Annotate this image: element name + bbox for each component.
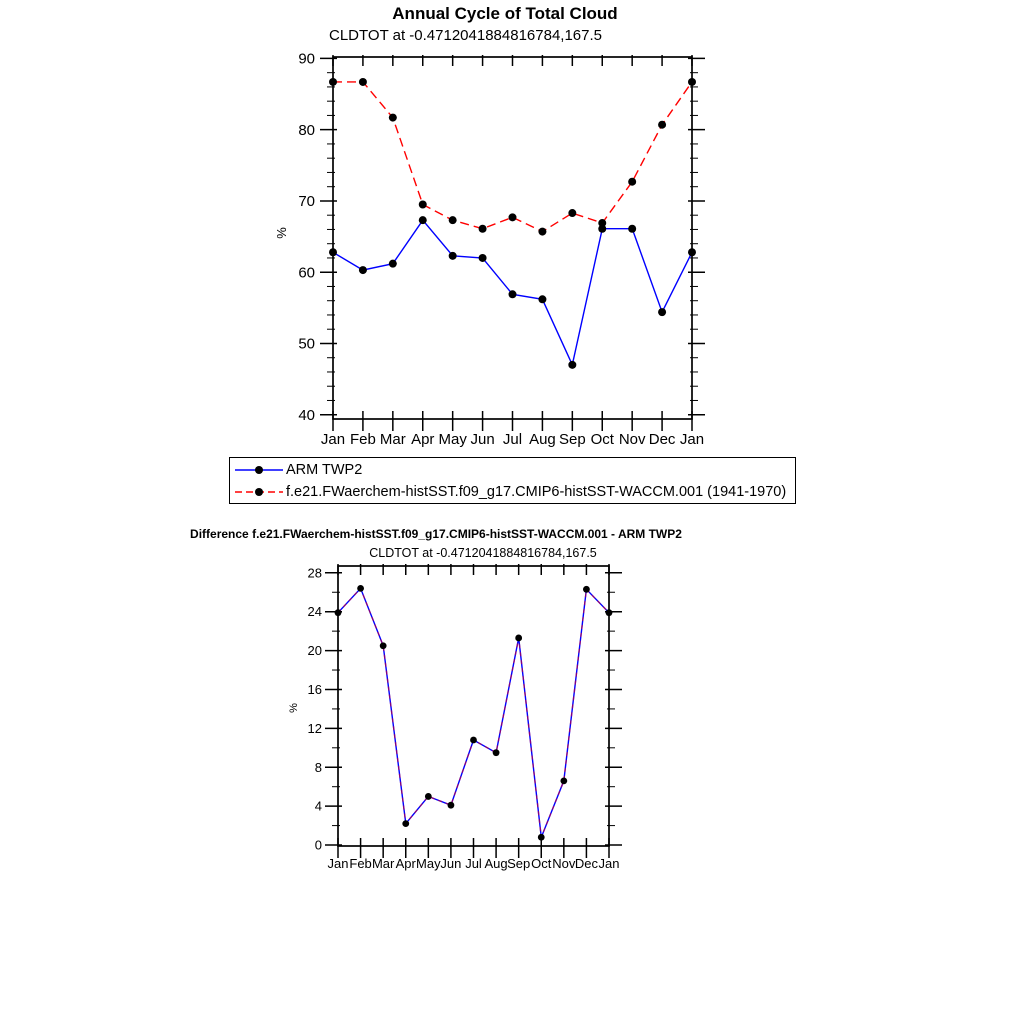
series-line-overlay-0	[338, 588, 609, 837]
y-tick-label: 70	[298, 193, 315, 211]
data-point-marker	[419, 201, 427, 209]
y-tick-label: 28	[307, 565, 322, 581]
x-tick-label: Sep	[558, 431, 586, 448]
top-chart-plot	[274, 51, 705, 448]
x-tick-label: Feb	[349, 856, 372, 871]
data-point-marker	[448, 802, 455, 809]
legend-box	[229, 457, 796, 504]
legend-label-model: f.e21.FWaerchem-histSST.f09_g17.CMIP6-histSST-WACCM.001 (1941-1970)	[286, 483, 787, 500]
data-point-marker	[688, 78, 696, 86]
y-axis-label: %	[288, 703, 300, 713]
data-point-marker	[389, 114, 397, 122]
x-tick-label: Oct	[590, 431, 614, 448]
data-point-marker	[449, 252, 457, 260]
legend-line-sample-arm	[234, 462, 284, 478]
data-point-marker	[380, 642, 387, 649]
data-point-marker	[389, 260, 397, 268]
x-tick-label: Jan	[327, 856, 349, 871]
x-tick-label: Apr	[411, 431, 435, 448]
y-tick-label: 60	[298, 264, 315, 282]
bottom-chart-subtitle: CLDTOT at -0.4712041884816784,167.5	[369, 546, 597, 560]
y-tick-label: 12	[307, 720, 322, 736]
x-tick-label: Dec	[648, 431, 676, 448]
x-tick-label: Jul	[465, 856, 482, 871]
data-point-marker	[538, 834, 545, 841]
data-point-marker	[329, 248, 337, 256]
top-chart-subtitle: CLDTOT at -0.4712041884816784,167.5	[329, 27, 602, 44]
data-point-marker	[538, 295, 546, 303]
data-point-marker	[598, 219, 606, 227]
y-tick-label: 24	[307, 604, 322, 620]
x-tick-label: Jan	[320, 431, 346, 448]
x-tick-label: Apr	[395, 856, 416, 871]
data-point-marker	[658, 308, 666, 316]
y-tick-label: 50	[298, 335, 315, 353]
legend-line-sample-model	[234, 484, 284, 500]
legend-sample-marker	[255, 466, 263, 474]
data-point-marker	[449, 216, 457, 224]
data-point-marker	[628, 225, 636, 233]
data-point-marker	[628, 178, 636, 186]
data-point-marker	[419, 216, 427, 224]
y-tick-label: 90	[298, 50, 315, 68]
x-tick-label: Nov	[552, 856, 576, 871]
x-tick-label: Dec	[574, 856, 598, 871]
y-tick-label: 16	[307, 682, 322, 698]
data-point-marker	[568, 361, 576, 369]
data-point-marker	[509, 213, 517, 221]
y-tick-label: 80	[298, 121, 315, 139]
y-tick-label: 0	[314, 837, 322, 853]
data-point-marker	[359, 266, 367, 274]
y-axis-label: %	[274, 227, 289, 239]
data-point-marker	[509, 290, 517, 298]
legend-item-model	[234, 481, 795, 503]
data-point-marker	[493, 749, 500, 756]
x-tick-label: Jun	[440, 856, 462, 871]
axis-frame	[333, 57, 692, 419]
data-point-marker	[658, 121, 666, 129]
legend-label-arm: ARM TWP2	[286, 461, 363, 478]
data-point-marker	[688, 248, 696, 256]
x-tick-label: Aug	[484, 856, 508, 871]
x-tick-label: Sep	[507, 856, 531, 871]
x-tick-label: Mar	[371, 856, 395, 871]
series-line-0	[338, 588, 609, 837]
data-point-marker	[479, 254, 487, 262]
x-tick-label: Mar	[379, 431, 406, 448]
data-point-marker	[479, 225, 487, 233]
bottom-chart-title: Difference f.e21.FWaerchem-histSST.f09_g17.CMIP6-histSST-WACCM.001 - ARM TWP2	[190, 527, 682, 541]
x-tick-label: Nov	[618, 431, 646, 448]
data-point-marker	[359, 78, 367, 86]
x-tick-label: Jan	[679, 431, 705, 448]
bottom-chart-plot	[288, 564, 622, 871]
data-point-marker	[402, 820, 409, 827]
data-point-marker	[515, 635, 522, 642]
data-point-marker	[335, 609, 342, 616]
x-tick-label: Oct	[531, 856, 552, 871]
data-point-marker	[583, 586, 590, 593]
x-tick-label: May	[438, 431, 467, 448]
x-tick-label: Jan	[598, 856, 620, 871]
x-tick-label: May	[416, 856, 441, 871]
x-tick-label: Jul	[502, 431, 523, 448]
x-tick-label: Feb	[349, 431, 376, 448]
x-tick-label: Jun	[470, 431, 495, 448]
y-tick-label: 4	[314, 798, 322, 814]
legend-sample-marker	[255, 488, 263, 496]
data-point-marker	[560, 777, 567, 784]
y-tick-label: 40	[298, 406, 315, 424]
data-point-marker	[606, 609, 613, 616]
legend-item-arm	[234, 459, 795, 481]
y-tick-label: 8	[314, 759, 322, 775]
data-point-marker	[568, 209, 576, 217]
data-point-marker	[329, 78, 337, 86]
top-chart-title: Annual Cycle of Total Cloud	[392, 4, 618, 23]
data-point-marker	[425, 793, 432, 800]
axis-frame	[338, 566, 609, 846]
y-tick-label: 20	[307, 643, 322, 659]
data-point-marker	[470, 737, 477, 744]
series-line-1	[333, 82, 692, 232]
data-point-marker	[357, 585, 364, 592]
data-point-marker	[538, 228, 546, 236]
x-tick-label: Aug	[529, 431, 556, 448]
